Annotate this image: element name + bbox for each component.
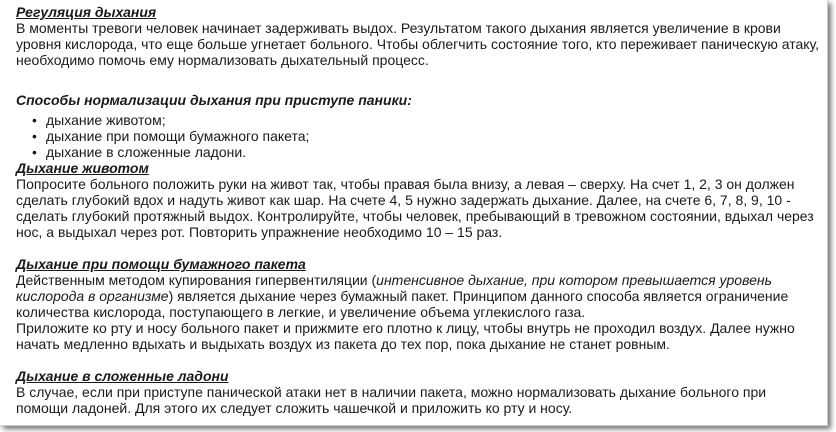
methods-list	[16, 112, 827, 160]
heading-belly-breathing: Дыхание животом	[16, 160, 149, 176]
paragraph-line	[16, 272, 827, 288]
text-span: Действенным методом купирования гипервентиляции (	[16, 272, 377, 288]
paragraph-line: нос, а выдыхал через рот. Повторить упражнение необходимо 10 – 15 раз.	[16, 224, 503, 240]
paragraph-line: сделать глубокий вдох и надуть живот как шар. На счете 4, 5 нужно задержать дыхание. Далее, на счете 6, 7, 8, 9, 10 -	[16, 192, 791, 208]
paragraph-line: помощи ладоней. Для этого их следует сложить чашечкой и приложить ко рту и носу.	[16, 400, 573, 416]
list-item: • дыхание в сложенные ладони.	[46, 144, 827, 160]
italic-text: интенсивное дыхание, при котором превышается уровень	[376, 272, 772, 288]
heading-breathing-regulation: Регуляция дыхания	[16, 4, 157, 20]
heading-paper-bag: Дыхание при помощи бумажного пакета	[16, 256, 306, 272]
paragraph-line: начать медленно вдыхать и выдыхать воздух из пакета до тех пор, пока дыхание не станет ровным.	[16, 336, 670, 352]
spacer	[16, 68, 827, 84]
paragraph-line	[16, 288, 827, 304]
paragraph-line: Приложите ко рту и носу больного пакет и прижмите его плотно к лицу, чтобы внутрь не проходил воздух. Далее нужно	[16, 320, 795, 336]
heading-methods: Способы нормализации дыхания при приступе паники:	[16, 92, 412, 108]
paragraph-line: сделать глубокий протяжный выдох. Контролируйте, чтобы человек, пребывающий в тревожном состоянии, вдыхал через	[16, 208, 814, 224]
spacer	[16, 84, 827, 92]
paragraph-line: В моменты тревоги человек начинает задерживать выдох. Результатом такого дыхания является увеличение в крови	[16, 20, 781, 36]
list-item: • дыхание животом;	[46, 112, 827, 128]
paragraph-line: необходимо помочь ему нормализовать дыхательный процесс.	[16, 52, 429, 68]
paragraph-line: уровня кислорода, что еще больше угнетает больного. Чтобы облегчить состояние того, кто переживает паническую атаку,	[16, 36, 820, 52]
article-body	[16, 4, 827, 416]
paragraph-line: В случае, если при приступе панической атаки нет в наличии пакета, можно нормализовать дыхание больного при	[16, 384, 767, 400]
heading-cupped-palms: Дыхание в сложенные ладони	[16, 368, 229, 384]
text-span: ) является дыхание через бумажный пакет. Принципом данного способа является ограничение	[168, 288, 789, 304]
list-item: • дыхание при помощи бумажного пакета;	[46, 128, 827, 144]
spacer	[16, 352, 827, 368]
italic-text: кислорода в организме	[16, 288, 169, 304]
spacer	[16, 240, 827, 256]
paragraph-line: количества кислорода, поступающего в легкие, и увеличение объема углекислого газа.	[16, 304, 586, 320]
paragraph-line: Попросите больного положить руки на живот так, чтобы правая была внизу, а левая – сверху. На счет 1, 2, 3 он должен	[16, 176, 795, 192]
